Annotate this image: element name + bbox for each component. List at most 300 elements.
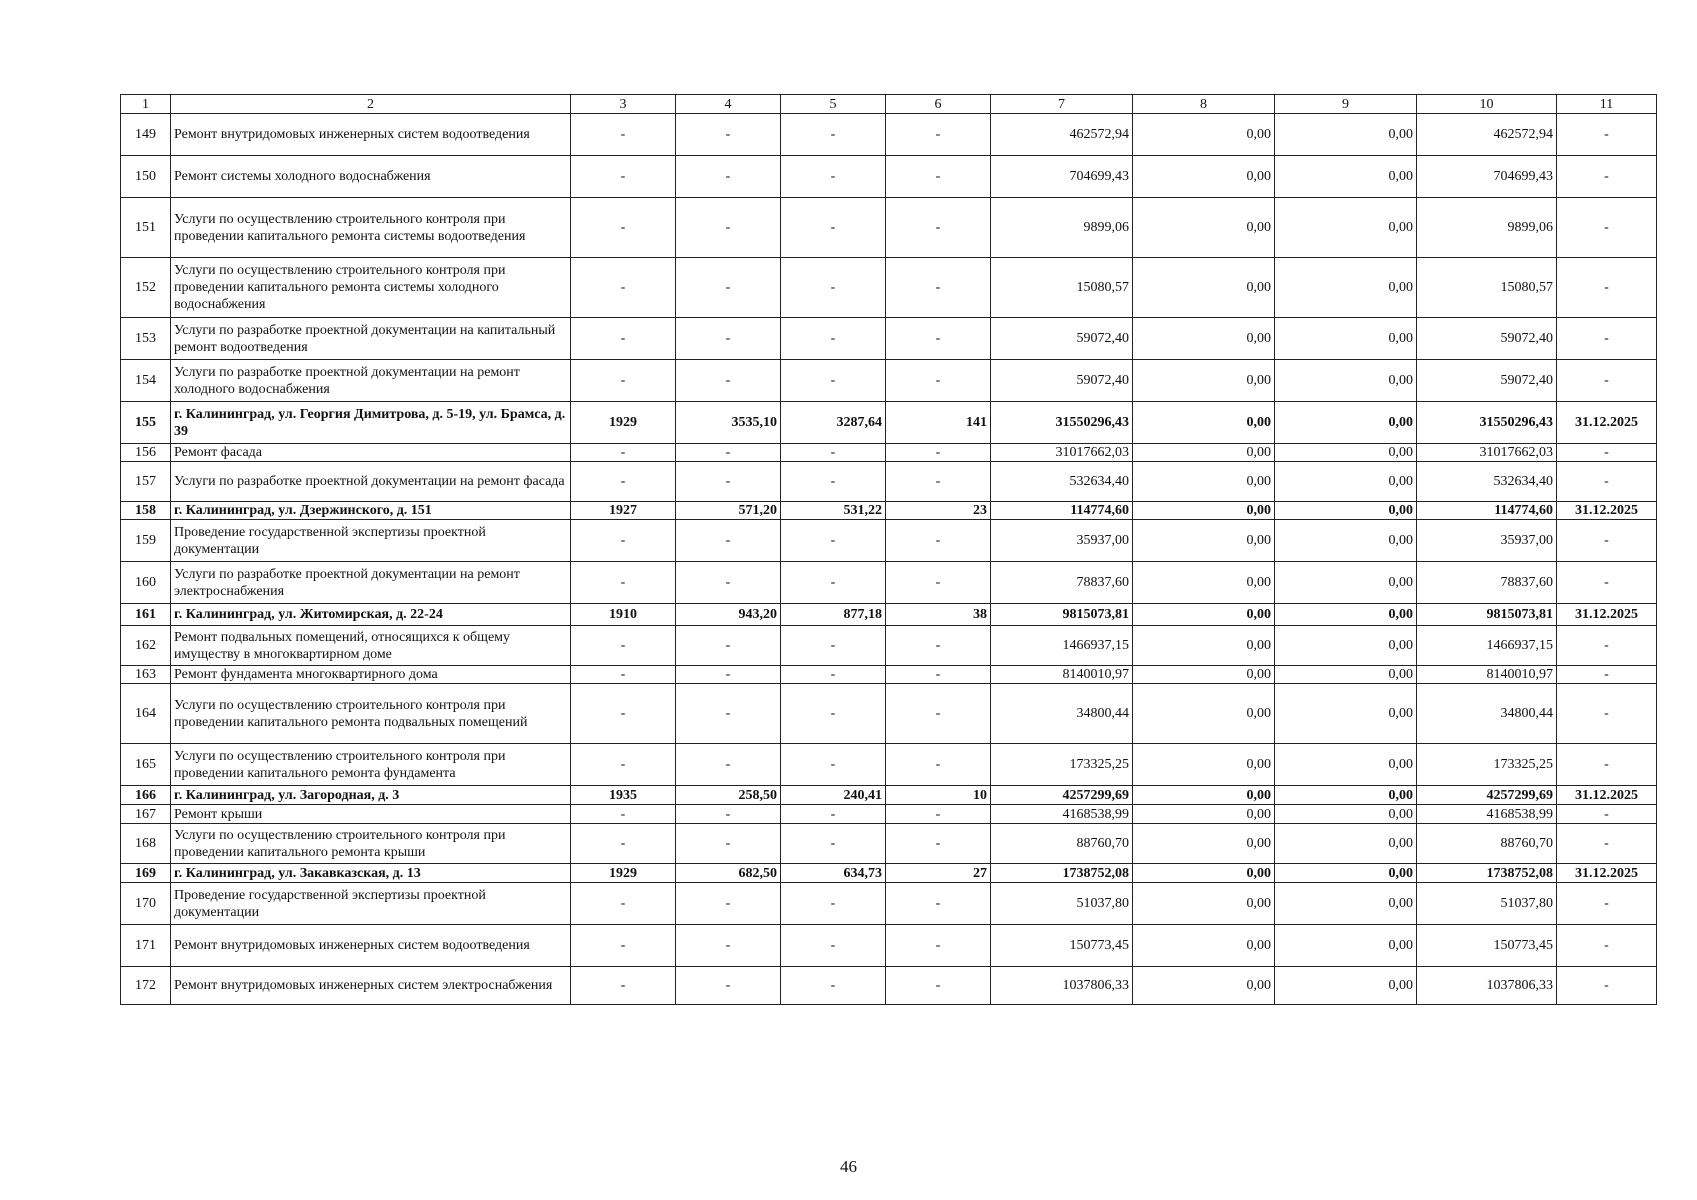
cell-col-8: 0,00 <box>1133 684 1275 744</box>
row-number: 158 <box>121 502 171 520</box>
cell-col-7: 31550296,43 <box>991 402 1133 444</box>
cell-col-11: - <box>1557 360 1657 402</box>
cell-col-11: - <box>1557 883 1657 925</box>
cell-col-6: - <box>886 156 991 198</box>
cell-col-7: 15080,57 <box>991 258 1133 318</box>
cell-col-4: - <box>676 626 781 666</box>
column-header: 4 <box>676 95 781 114</box>
report-table-container <box>120 94 1656 1005</box>
repair-program-table <box>120 94 1657 1005</box>
cell-col-6: - <box>886 462 991 502</box>
cell-col-10: 34800,44 <box>1417 684 1557 744</box>
cell-col-5: - <box>781 666 886 684</box>
cell-col-8: 0,00 <box>1133 502 1275 520</box>
row-number: 163 <box>121 666 171 684</box>
cell-col-6: - <box>886 824 991 864</box>
cell-col-4: - <box>676 114 781 156</box>
cell-col-8: 0,00 <box>1133 520 1275 562</box>
cell-col-7: 1466937,15 <box>991 626 1133 666</box>
row-description: Ремонт системы холодного водоснабжения <box>171 156 571 198</box>
cell-col-10: 704699,43 <box>1417 156 1557 198</box>
row-description: г. Калининград, ул. Георгия Димитрова, д. 5-19, ул. Брамса, д. 39 <box>171 402 571 444</box>
column-header: 7 <box>991 95 1133 114</box>
cell-col-7: 704699,43 <box>991 156 1133 198</box>
cell-col-4: 3535,10 <box>676 402 781 444</box>
row-description: Ремонт внутридомовых инженерных систем водоотведения <box>171 925 571 967</box>
column-header: 9 <box>1275 95 1417 114</box>
cell-col-5: - <box>781 805 886 824</box>
cell-col-9: 0,00 <box>1275 684 1417 744</box>
cell-col-10: 9815073,81 <box>1417 604 1557 626</box>
row-number: 168 <box>121 824 171 864</box>
row-description: Услуги по разработке проектной документации на ремонт холодного водоснабжения <box>171 360 571 402</box>
cell-col-10: 150773,45 <box>1417 925 1557 967</box>
cell-col-3: 1927 <box>571 502 676 520</box>
row-description: г. Калининград, ул. Загородная, д. 3 <box>171 786 571 805</box>
cell-col-10: 532634,40 <box>1417 462 1557 502</box>
cell-col-3: 1929 <box>571 402 676 444</box>
table-row <box>121 318 1657 360</box>
cell-col-9: 0,00 <box>1275 626 1417 666</box>
cell-col-9: 0,00 <box>1275 444 1417 462</box>
row-description: Ремонт внутридомовых инженерных систем водоотведения <box>171 114 571 156</box>
cell-col-6: - <box>886 258 991 318</box>
row-number: 171 <box>121 925 171 967</box>
table-row <box>121 824 1657 864</box>
cell-col-4: - <box>676 967 781 1005</box>
cell-col-4: - <box>676 666 781 684</box>
row-number: 155 <box>121 402 171 444</box>
table-row <box>121 883 1657 925</box>
cell-col-11: - <box>1557 520 1657 562</box>
cell-col-6: - <box>886 744 991 786</box>
cell-col-11: - <box>1557 444 1657 462</box>
row-number: 149 <box>121 114 171 156</box>
cell-col-8: 0,00 <box>1133 626 1275 666</box>
table-row <box>121 462 1657 502</box>
row-description: Услуги по осуществлению строительного контроля при проведении капитального ремонта крыши <box>171 824 571 864</box>
cell-col-3: - <box>571 562 676 604</box>
row-number: 159 <box>121 520 171 562</box>
cell-col-7: 88760,70 <box>991 824 1133 864</box>
cell-col-5: - <box>781 744 886 786</box>
row-description: Услуги по осуществлению строительного контроля при проведении капитального ремонта системы водоотведения <box>171 198 571 258</box>
cell-col-10: 78837,60 <box>1417 562 1557 604</box>
cell-col-3: 1929 <box>571 864 676 883</box>
cell-col-10: 35937,00 <box>1417 520 1557 562</box>
cell-col-10: 1466937,15 <box>1417 626 1557 666</box>
cell-col-9: 0,00 <box>1275 258 1417 318</box>
row-description: Ремонт подвальных помещений, относящихся к общему имуществу в многоквартирном доме <box>171 626 571 666</box>
cell-col-7: 1037806,33 <box>991 967 1133 1005</box>
cell-col-9: 0,00 <box>1275 520 1417 562</box>
cell-col-11: - <box>1557 258 1657 318</box>
cell-col-11: - <box>1557 967 1657 1005</box>
cell-col-7: 9899,06 <box>991 198 1133 258</box>
table-row <box>121 925 1657 967</box>
cell-col-6: - <box>886 562 991 604</box>
cell-col-9: 0,00 <box>1275 462 1417 502</box>
row-number: 160 <box>121 562 171 604</box>
page-number: 46 <box>840 1157 857 1176</box>
cell-col-8: 0,00 <box>1133 666 1275 684</box>
table-row <box>121 198 1657 258</box>
cell-col-5: - <box>781 520 886 562</box>
cell-col-11: - <box>1557 318 1657 360</box>
row-number: 172 <box>121 967 171 1005</box>
cell-col-9: 0,00 <box>1275 502 1417 520</box>
cell-col-6: - <box>886 666 991 684</box>
cell-col-8: 0,00 <box>1133 360 1275 402</box>
cell-col-3: - <box>571 198 676 258</box>
cell-col-10: 8140010,97 <box>1417 666 1557 684</box>
cell-col-4: - <box>676 562 781 604</box>
table-row <box>121 562 1657 604</box>
cell-col-10: 59072,40 <box>1417 318 1557 360</box>
row-number: 154 <box>121 360 171 402</box>
cell-col-8: 0,00 <box>1133 786 1275 805</box>
row-description: Ремонт внутридомовых инженерных систем электроснабжения <box>171 967 571 1005</box>
cell-col-4: - <box>676 156 781 198</box>
table-row <box>121 156 1657 198</box>
row-description: г. Калининград, ул. Закавказская, д. 13 <box>171 864 571 883</box>
cell-col-8: 0,00 <box>1133 883 1275 925</box>
row-description: Услуги по разработке проектной документации на ремонт фасада <box>171 462 571 502</box>
cell-col-11: - <box>1557 156 1657 198</box>
cell-col-11: - <box>1557 198 1657 258</box>
cell-col-4: - <box>676 258 781 318</box>
cell-col-5: - <box>781 883 886 925</box>
cell-col-7: 114774,60 <box>991 502 1133 520</box>
cell-col-3: - <box>571 744 676 786</box>
cell-col-6: - <box>886 444 991 462</box>
cell-col-6: 27 <box>886 864 991 883</box>
table-row <box>121 444 1657 462</box>
cell-col-9: 0,00 <box>1275 666 1417 684</box>
cell-col-4: - <box>676 520 781 562</box>
cell-col-11: - <box>1557 114 1657 156</box>
cell-col-9: 0,00 <box>1275 114 1417 156</box>
cell-col-4: - <box>676 444 781 462</box>
cell-col-10: 15080,57 <box>1417 258 1557 318</box>
cell-col-3: - <box>571 360 676 402</box>
cell-col-7: 59072,40 <box>991 360 1133 402</box>
cell-col-5: - <box>781 114 886 156</box>
column-header: 11 <box>1557 95 1657 114</box>
table-row <box>121 744 1657 786</box>
cell-col-3: - <box>571 444 676 462</box>
cell-col-9: 0,00 <box>1275 967 1417 1005</box>
cell-col-4: 258,50 <box>676 786 781 805</box>
cell-col-8: 0,00 <box>1133 318 1275 360</box>
cell-col-6: - <box>886 805 991 824</box>
cell-col-7: 31017662,03 <box>991 444 1133 462</box>
cell-col-5: 877,18 <box>781 604 886 626</box>
row-number: 170 <box>121 883 171 925</box>
row-number: 153 <box>121 318 171 360</box>
row-description: Ремонт крыши <box>171 805 571 824</box>
column-header: 3 <box>571 95 676 114</box>
cell-col-10: 1037806,33 <box>1417 967 1557 1005</box>
cell-col-3: - <box>571 824 676 864</box>
table-row <box>121 360 1657 402</box>
cell-col-4: 682,50 <box>676 864 781 883</box>
address-row <box>121 402 1657 444</box>
cell-col-4: - <box>676 360 781 402</box>
cell-col-5: 634,73 <box>781 864 886 883</box>
row-number: 157 <box>121 462 171 502</box>
cell-col-9: 0,00 <box>1275 925 1417 967</box>
cell-col-5: - <box>781 684 886 744</box>
address-row <box>121 786 1657 805</box>
cell-col-10: 51037,80 <box>1417 883 1557 925</box>
cell-col-7: 35937,00 <box>991 520 1133 562</box>
cell-col-5: - <box>781 562 886 604</box>
cell-col-3: - <box>571 666 676 684</box>
cell-col-9: 0,00 <box>1275 604 1417 626</box>
cell-col-8: 0,00 <box>1133 824 1275 864</box>
cell-col-8: 0,00 <box>1133 604 1275 626</box>
cell-col-11: 31.12.2025 <box>1557 502 1657 520</box>
cell-col-9: 0,00 <box>1275 360 1417 402</box>
table-row <box>121 258 1657 318</box>
table-row <box>121 967 1657 1005</box>
cell-col-7: 59072,40 <box>991 318 1133 360</box>
cell-col-3: - <box>571 258 676 318</box>
cell-col-7: 9815073,81 <box>991 604 1133 626</box>
cell-col-10: 31017662,03 <box>1417 444 1557 462</box>
column-header: 2 <box>171 95 571 114</box>
cell-col-9: 0,00 <box>1275 744 1417 786</box>
address-row <box>121 604 1657 626</box>
cell-col-10: 59072,40 <box>1417 360 1557 402</box>
row-number: 156 <box>121 444 171 462</box>
cell-col-4: - <box>676 198 781 258</box>
cell-col-8: 0,00 <box>1133 744 1275 786</box>
row-number: 150 <box>121 156 171 198</box>
column-header: 6 <box>886 95 991 114</box>
cell-col-8: 0,00 <box>1133 444 1275 462</box>
cell-col-11: 31.12.2025 <box>1557 864 1657 883</box>
cell-col-3: - <box>571 462 676 502</box>
cell-col-5: 3287,64 <box>781 402 886 444</box>
cell-col-6: - <box>886 626 991 666</box>
row-description: Проведение государственной экспертизы проектной документации <box>171 883 571 925</box>
cell-col-6: - <box>886 883 991 925</box>
row-description: Услуги по осуществлению строительного контроля при проведении капитального ремонта подвальных помещений <box>171 684 571 744</box>
cell-col-4: - <box>676 925 781 967</box>
cell-col-8: 0,00 <box>1133 925 1275 967</box>
cell-col-10: 462572,94 <box>1417 114 1557 156</box>
cell-col-5: - <box>781 626 886 666</box>
cell-col-6: - <box>886 318 991 360</box>
cell-col-8: 0,00 <box>1133 462 1275 502</box>
row-description: Ремонт фасада <box>171 444 571 462</box>
cell-col-5: - <box>781 967 886 1005</box>
cell-col-10: 88760,70 <box>1417 824 1557 864</box>
cell-col-7: 51037,80 <box>991 883 1133 925</box>
row-number: 162 <box>121 626 171 666</box>
cell-col-4: - <box>676 805 781 824</box>
cell-col-3: - <box>571 684 676 744</box>
cell-col-4: - <box>676 744 781 786</box>
cell-col-9: 0,00 <box>1275 402 1417 444</box>
cell-col-10: 4168538,99 <box>1417 805 1557 824</box>
cell-col-3: - <box>571 318 676 360</box>
row-description: г. Калининград, ул. Житомирская, д. 22-24 <box>171 604 571 626</box>
cell-col-5: - <box>781 444 886 462</box>
cell-col-8: 0,00 <box>1133 805 1275 824</box>
row-description: Ремонт фундамента многоквартирного дома <box>171 666 571 684</box>
cell-col-3: - <box>571 114 676 156</box>
cell-col-7: 532634,40 <box>991 462 1133 502</box>
row-description: г. Калининград, ул. Дзержинского, д. 151 <box>171 502 571 520</box>
cell-col-3: - <box>571 883 676 925</box>
cell-col-4: - <box>676 684 781 744</box>
cell-col-4: - <box>676 318 781 360</box>
row-description: Услуги по осуществлению строительного контроля при проведении капитального ремонта системы холодного водоснабжения <box>171 258 571 318</box>
cell-col-11: 31.12.2025 <box>1557 604 1657 626</box>
cell-col-5: - <box>781 318 886 360</box>
cell-col-11: 31.12.2025 <box>1557 786 1657 805</box>
cell-col-7: 8140010,97 <box>991 666 1133 684</box>
cell-col-3: 1910 <box>571 604 676 626</box>
cell-col-6: 10 <box>886 786 991 805</box>
cell-col-4: - <box>676 824 781 864</box>
cell-col-9: 0,00 <box>1275 883 1417 925</box>
column-header: 5 <box>781 95 886 114</box>
cell-col-6: - <box>886 967 991 1005</box>
column-header: 10 <box>1417 95 1557 114</box>
cell-col-9: 0,00 <box>1275 786 1417 805</box>
cell-col-6: - <box>886 520 991 562</box>
cell-col-11: - <box>1557 462 1657 502</box>
cell-col-9: 0,00 <box>1275 805 1417 824</box>
cell-col-10: 1738752,08 <box>1417 864 1557 883</box>
cell-col-5: 240,41 <box>781 786 886 805</box>
cell-col-5: - <box>781 824 886 864</box>
table-row <box>121 666 1657 684</box>
cell-col-5: 531,22 <box>781 502 886 520</box>
cell-col-7: 173325,25 <box>991 744 1133 786</box>
row-number: 164 <box>121 684 171 744</box>
row-description: Услуги по разработке проектной документации на ремонт электроснабжения <box>171 562 571 604</box>
row-number: 151 <box>121 198 171 258</box>
column-number-row <box>121 95 1657 114</box>
cell-col-5: - <box>781 462 886 502</box>
cell-col-6: - <box>886 684 991 744</box>
cell-col-3: - <box>571 626 676 666</box>
row-number: 169 <box>121 864 171 883</box>
row-description: Проведение государственной экспертизы проектной документации <box>171 520 571 562</box>
column-header: 1 <box>121 95 171 114</box>
cell-col-9: 0,00 <box>1275 864 1417 883</box>
row-number: 166 <box>121 786 171 805</box>
cell-col-8: 0,00 <box>1133 114 1275 156</box>
row-description: Услуги по осуществлению строительного контроля при проведении капитального ремонта фундамента <box>171 744 571 786</box>
cell-col-3: - <box>571 925 676 967</box>
cell-col-8: 0,00 <box>1133 198 1275 258</box>
row-number: 161 <box>121 604 171 626</box>
cell-col-3: - <box>571 520 676 562</box>
row-number: 152 <box>121 258 171 318</box>
cell-col-6: 141 <box>886 402 991 444</box>
cell-col-5: - <box>781 198 886 258</box>
cell-col-7: 78837,60 <box>991 562 1133 604</box>
cell-col-9: 0,00 <box>1275 562 1417 604</box>
cell-col-6: 23 <box>886 502 991 520</box>
cell-col-5: - <box>781 925 886 967</box>
cell-col-5: - <box>781 360 886 402</box>
cell-col-3: - <box>571 967 676 1005</box>
cell-col-8: 0,00 <box>1133 258 1275 318</box>
row-number: 165 <box>121 744 171 786</box>
cell-col-11: - <box>1557 805 1657 824</box>
cell-col-8: 0,00 <box>1133 864 1275 883</box>
cell-col-7: 462572,94 <box>991 114 1133 156</box>
cell-col-5: - <box>781 156 886 198</box>
cell-col-10: 114774,60 <box>1417 502 1557 520</box>
cell-col-3: - <box>571 156 676 198</box>
cell-col-10: 173325,25 <box>1417 744 1557 786</box>
cell-col-4: - <box>676 883 781 925</box>
cell-col-4: - <box>676 462 781 502</box>
address-row <box>121 864 1657 883</box>
cell-col-9: 0,00 <box>1275 156 1417 198</box>
table-row <box>121 684 1657 744</box>
cell-col-11: - <box>1557 626 1657 666</box>
cell-col-7: 150773,45 <box>991 925 1133 967</box>
cell-col-4: 571,20 <box>676 502 781 520</box>
cell-col-7: 4257299,69 <box>991 786 1133 805</box>
cell-col-5: - <box>781 258 886 318</box>
cell-col-6: - <box>886 925 991 967</box>
cell-col-8: 0,00 <box>1133 156 1275 198</box>
cell-col-10: 9899,06 <box>1417 198 1557 258</box>
row-number: 167 <box>121 805 171 824</box>
cell-col-11: - <box>1557 684 1657 744</box>
cell-col-9: 0,00 <box>1275 198 1417 258</box>
cell-col-11: - <box>1557 925 1657 967</box>
cell-col-11: - <box>1557 744 1657 786</box>
cell-col-7: 1738752,08 <box>991 864 1133 883</box>
cell-col-6: 38 <box>886 604 991 626</box>
cell-col-7: 4168538,99 <box>991 805 1133 824</box>
table-row <box>121 114 1657 156</box>
cell-col-8: 0,00 <box>1133 967 1275 1005</box>
cell-col-3: - <box>571 805 676 824</box>
cell-col-11: - <box>1557 666 1657 684</box>
cell-col-10: 4257299,69 <box>1417 786 1557 805</box>
cell-col-9: 0,00 <box>1275 824 1417 864</box>
table-row <box>121 805 1657 824</box>
cell-col-11: - <box>1557 824 1657 864</box>
cell-col-8: 0,00 <box>1133 402 1275 444</box>
cell-col-4: 943,20 <box>676 604 781 626</box>
cell-col-6: - <box>886 198 991 258</box>
cell-col-9: 0,00 <box>1275 318 1417 360</box>
cell-col-10: 31550296,43 <box>1417 402 1557 444</box>
table-row <box>121 626 1657 666</box>
cell-col-3: 1935 <box>571 786 676 805</box>
cell-col-7: 34800,44 <box>991 684 1133 744</box>
cell-col-6: - <box>886 114 991 156</box>
cell-col-11: - <box>1557 562 1657 604</box>
table-row <box>121 520 1657 562</box>
cell-col-11: 31.12.2025 <box>1557 402 1657 444</box>
cell-col-6: - <box>886 360 991 402</box>
row-description: Услуги по разработке проектной документации на капитальный ремонт водоотведения <box>171 318 571 360</box>
